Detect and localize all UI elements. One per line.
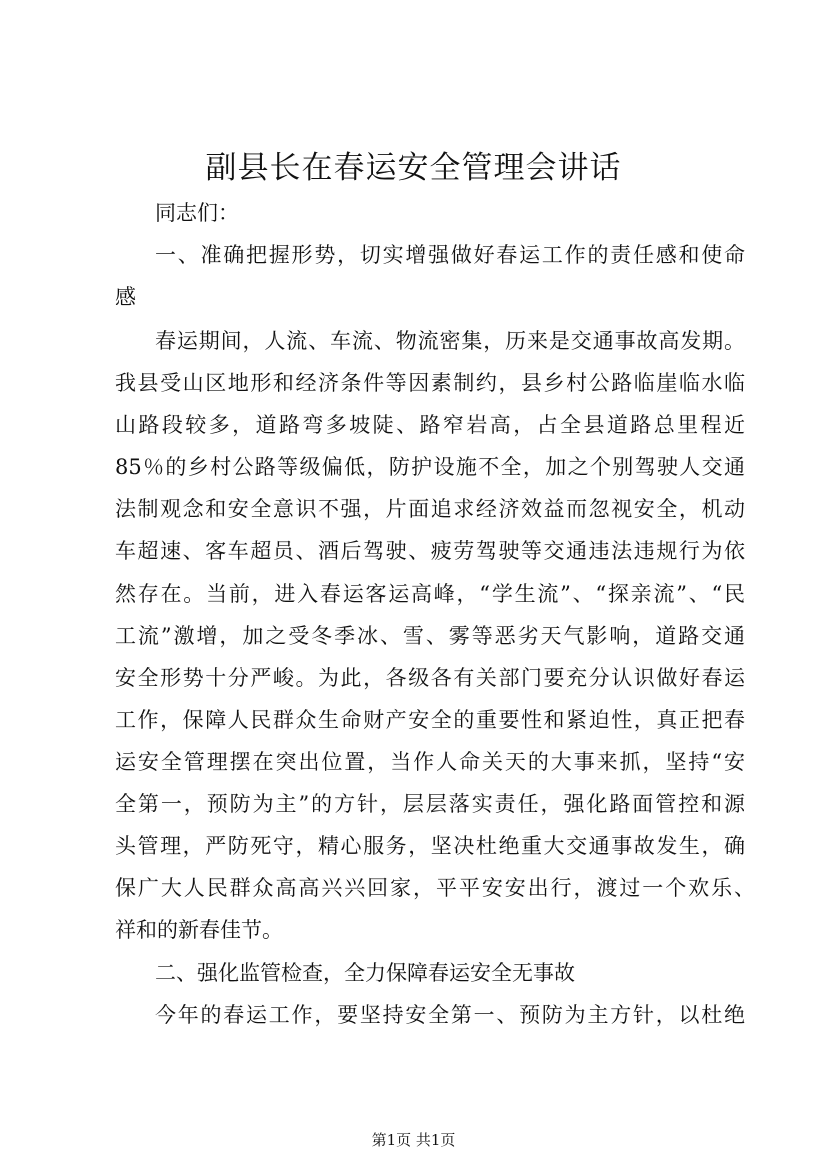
paragraph-line: 安全形势十分严峻。为此，各级各有关部门要充分认识做好春运 (115, 666, 745, 690)
paragraph-line: 然存在。当前，进入春运客运高峰，“学生流”、“探亲流”、“民 (115, 582, 745, 606)
heading-1-cont: 感 (115, 285, 136, 309)
heading-1: 一、准确把握形势，切实增强做好春运工作的责任感和使命 (155, 243, 745, 267)
paragraph-line: 工作，保障人民群众生命财产安全的重要性和紧迫性，真正把春 (115, 708, 745, 732)
paragraph-line: 全第一，预防为主”的方针，层层落实责任，强化路面管控和源 (115, 792, 745, 816)
salutation: 同志们： (155, 201, 239, 225)
document-title: 副县长在春运安全管理会讲话 (205, 150, 622, 186)
paragraph-line: 保广大人民群众高高兴兴回家，平平安安出行，渡过一个欢乐、 (115, 876, 755, 900)
paragraph-line: 85％的乡村公路等级偏低，防护设施不全，加之个别驾驶人交通 (115, 455, 745, 479)
paragraph-line: 春运期间，人流、车流、物流密集，历来是交通事故高发期。 (155, 329, 745, 353)
paragraph-line: 今年的春运工作，要坚持安全第一、预防为主方针，以杜绝 (155, 1003, 745, 1027)
paragraph-line: 我县受山区地形和经济条件等因素制约，县乡村公路临崖临水临 (115, 371, 745, 395)
heading-2: 二、强化监管检查，全力保障春运安全无事故 (155, 961, 575, 985)
paragraph-line: 工流”激增，加之受冬季冰、雪、雾等恶劣天气影响，道路交通 (115, 624, 745, 648)
paragraph-line: 山路段较多，道路弯多坡陡、路窄岩高，占全县道路总里程近 (115, 413, 745, 437)
paragraph-line: 头管理，严防死守，精心服务，坚决杜绝重大交通事故发生，确 (115, 834, 745, 858)
page-footer: 第1页 共1页 (371, 1131, 456, 1149)
paragraph-line: 法制观念和安全意识不强，片面追求经济效益而忽视安全，机动 (115, 497, 745, 521)
paragraph-line: 运安全管理摆在突出位置，当作人命关天的大事来抓，坚持“安 (115, 750, 745, 774)
paragraph-line: 车超速、客车超员、酒后驾驶、疲劳驾驶等交通违法违规行为依 (115, 539, 745, 563)
paragraph-line: 祥和的新春佳节。 (115, 918, 283, 942)
